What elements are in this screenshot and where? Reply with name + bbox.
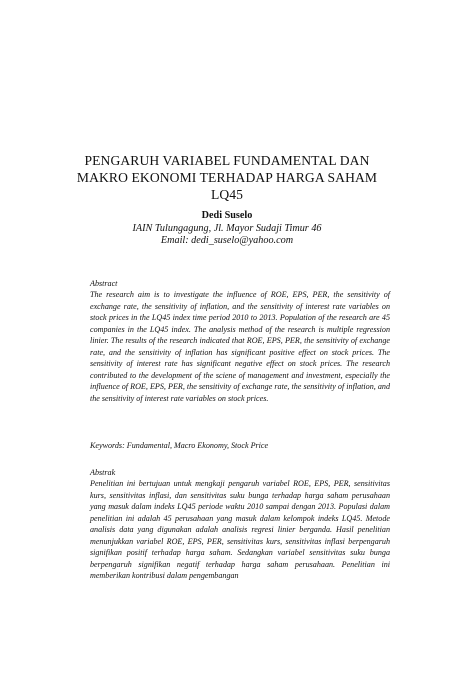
abstract-label: Abstract xyxy=(90,279,118,288)
author-name: Dedi Suselo xyxy=(201,210,253,221)
abstract-english xyxy=(90,278,390,404)
title-line-1: PENGARUH VARIABEL FUNDAMENTAL DAN xyxy=(84,153,370,168)
abstrak-text: Penelitian ini bertujuan untuk mengkaji pengaruh variabel ROE, EPS, PER, sensitivitas kurs, sensitivitas inflasi, dan sensitivitas suku bunga terhadap harga saham perusahaan yang masuk dalam indeks LQ45 periode waktu 2010 sampai dengan 2013. Populasi dalam penelitian ini adalah 45 perusahaan yang masuk dalam kelompok indeks LQ45. Metode analisis data yang digunakan adalah analisis regresi linier berganda. Hasil penelitian menunjukkan variabel ROE, EPS, PER, sensitivitas kurs, sensitivitas inflasi berpengaruh signifikan positif terhadap harga saham. Sedangkan variabel sensitivitas suku bunga berpengaruh signifikan negatif terhadap harga saham perusahaan. Penelitian ini memberikan kontribusi dalam pengembangan xyxy=(90,479,390,581)
paper-title xyxy=(60,152,394,203)
abstract-text: The research aim is to investigate the influence of ROE, EPS, PER, the sensitivity of exchange rate, the sensitivity of inflation, and the sensitivity of interest rate variables on stock prices in the LQ45 index time period 2010 to 2013. Population of the research are 45 companies in the LQ45 index. The analysis method of the research is multiple regression linier. The results of the research indicated that ROE, EPS, PER, the sensitivity of exchange rate, and the sensitivity of inflation has significant positive effect on stock prices. The sensitivity of interest rate has significant negative effect on stock prices. The research contributed to the development of the sciene of management and investment, especially the influence of ROE, EPS, PER, the sensitivity of exchange rate, the sensitivity of inflation, and the sensitivity of interest rate variables on stock prices. xyxy=(90,290,390,403)
keywords: Keywords: Fundamental, Macro Ekonomy, Stock Price xyxy=(90,441,269,450)
title-line-2: MAKRO EKONOMI TERHADAP HARGA SAHAM xyxy=(76,170,378,185)
author-email: Email: dedi_suselo@yahoo.com xyxy=(160,235,294,246)
abstract-indonesian xyxy=(90,467,390,582)
abstrak-label: Abstrak xyxy=(90,468,116,477)
author-block xyxy=(60,210,394,248)
author-affiliation: IAIN Tulungagung, Jl. Mayor Sudaji Timur 46 xyxy=(132,222,322,234)
title-line-3: LQ45 xyxy=(210,187,244,202)
